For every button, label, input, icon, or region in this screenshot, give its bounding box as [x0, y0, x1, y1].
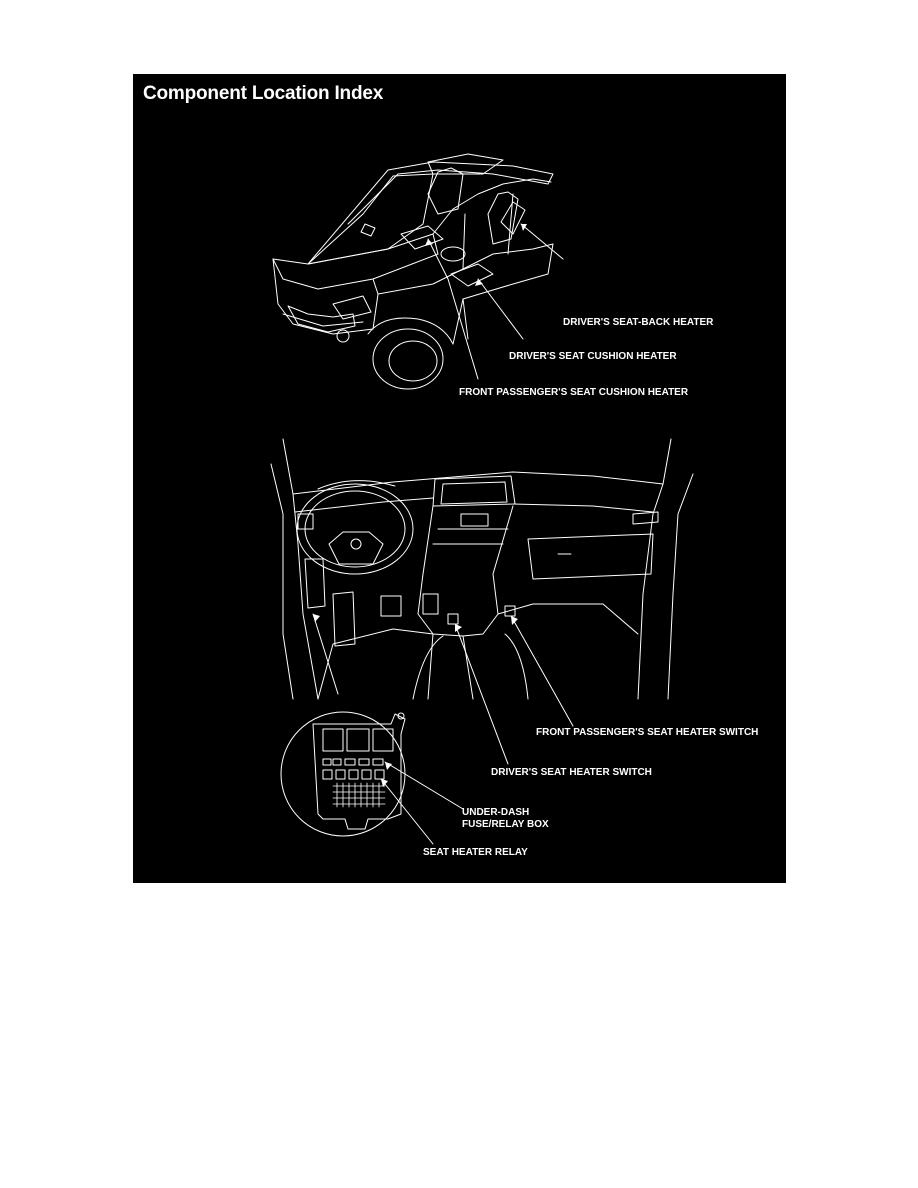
label-seat-heater-relay: SEAT HEATER RELAY [423, 847, 528, 858]
label-fuse-box-line1: UNDER-DASH [462, 807, 530, 818]
dashboard-illustration [271, 439, 693, 764]
label-drivers-seat-heater-switch: DRIVER'S SEAT HEATER SWITCH [491, 767, 652, 778]
page-title: Component Location Index [143, 83, 384, 104]
label-front-passengers-seat-heater-switch: FRONT PASSENGER'S SEAT HEATER SWITCH [536, 727, 759, 738]
label-drivers-seat-back-heater: DRIVER'S SEAT-BACK HEATER [563, 317, 714, 328]
label-under-dash-fuse-relay-box [462, 807, 549, 831]
diagram-artwork [133, 74, 786, 883]
diagram-panel [133, 74, 786, 883]
fuse-box-inset [281, 712, 463, 844]
label-front-passengers-seat-cushion-heater: FRONT PASSENGER'S SEAT CUSHION HEATER [459, 387, 689, 398]
label-fuse-box-line2: FUSE/RELAY BOX [462, 819, 549, 830]
label-drivers-seat-cushion-heater: DRIVER'S SEAT CUSHION HEATER [509, 351, 677, 362]
arrowheads [313, 224, 527, 787]
